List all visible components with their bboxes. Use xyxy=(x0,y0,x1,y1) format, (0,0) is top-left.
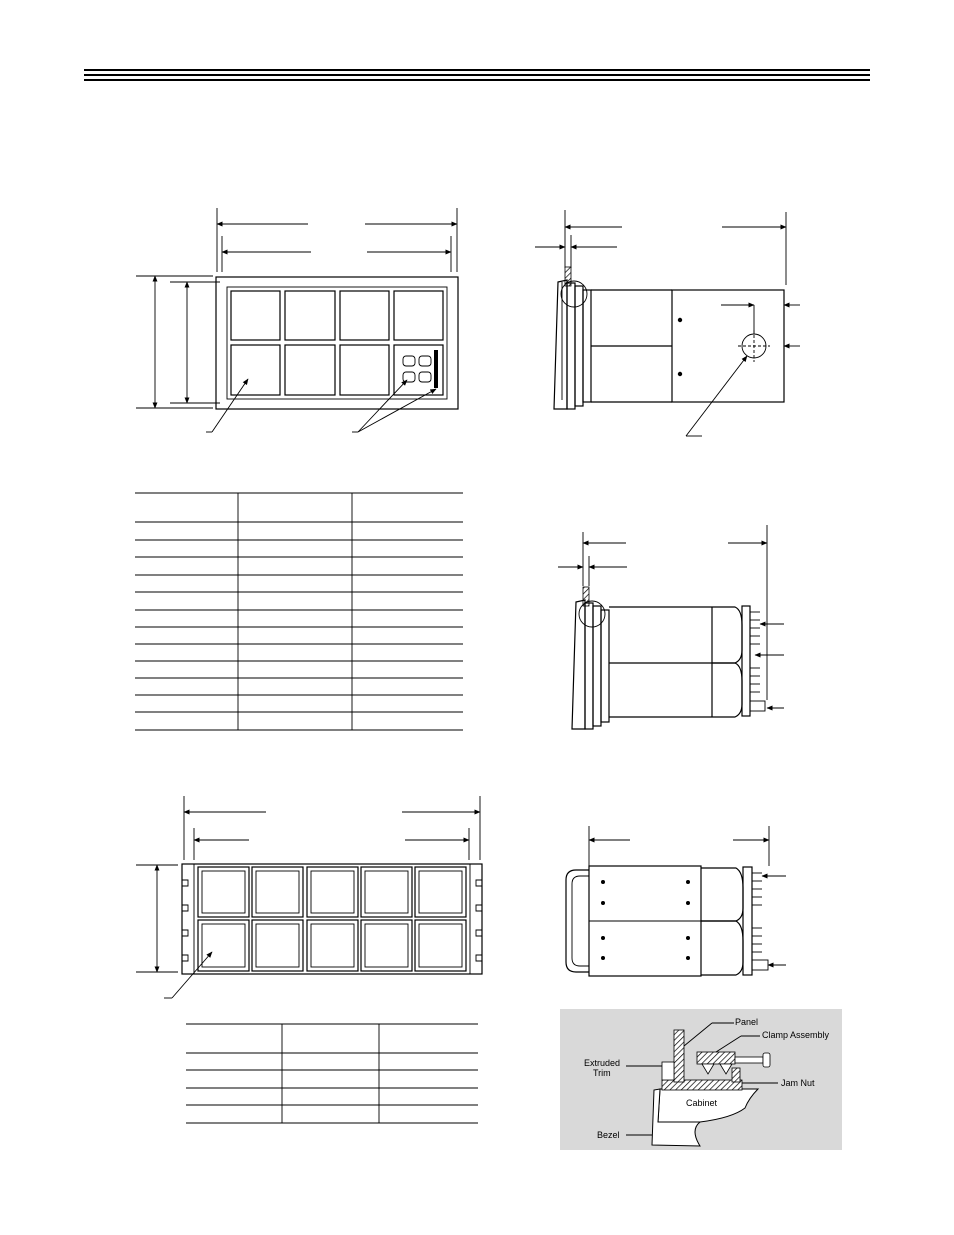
bezel-label: Bezel xyxy=(597,1130,620,1140)
clamp-assembly-label: Clamp Assembly xyxy=(762,1030,830,1040)
dimension-table-1 xyxy=(135,493,463,730)
front-view-10-module xyxy=(136,796,482,998)
front-view-8-module xyxy=(136,208,458,432)
side-view-rear-terminals xyxy=(558,525,784,729)
dimension-table-2 xyxy=(186,1024,478,1123)
header-rules xyxy=(84,70,870,80)
jam-nut-label: Jam Nut xyxy=(781,1078,815,1088)
clamp-detail xyxy=(560,1009,842,1150)
extruded-trim-label-line2: Trim xyxy=(593,1068,611,1078)
panel-label: Panel xyxy=(735,1017,759,1027)
side-view-8-module xyxy=(535,210,800,436)
extruded-trim-label-line1: Extruded xyxy=(584,1058,621,1068)
cabinet-label: Cabinet xyxy=(686,1098,718,1108)
top-view-with-handle xyxy=(566,826,786,976)
